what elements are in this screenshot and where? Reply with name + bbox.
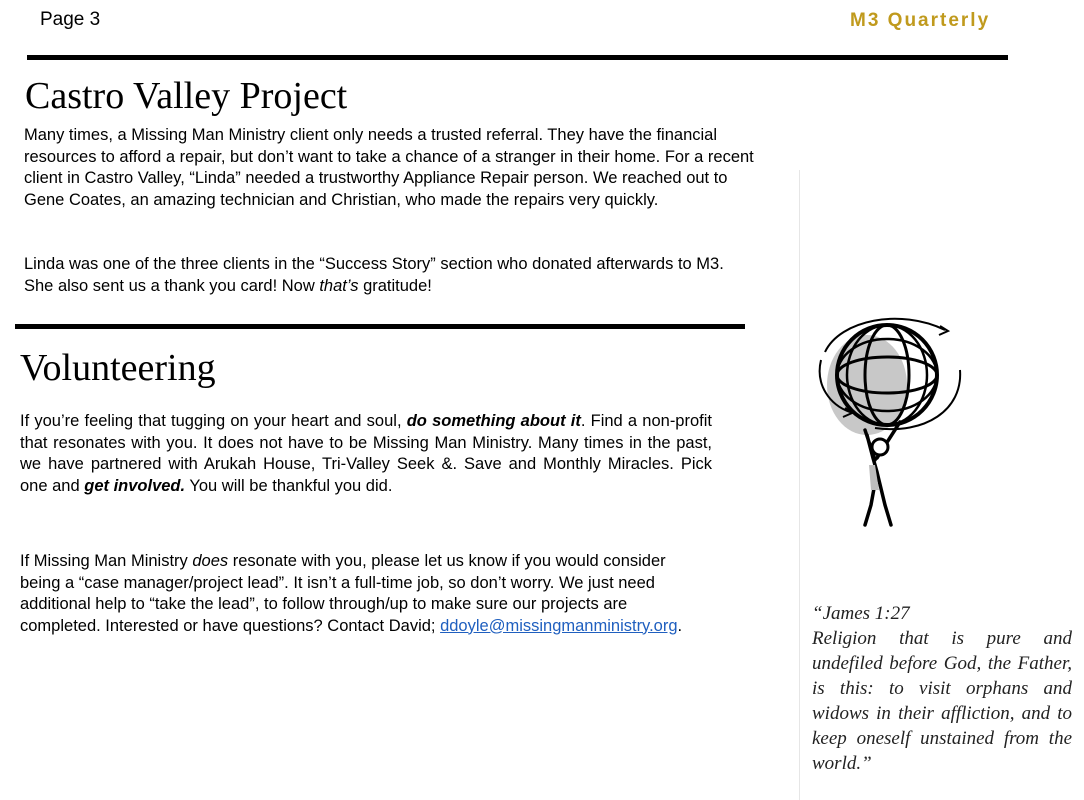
page-number: Page 3: [40, 9, 101, 30]
p3-emphasis-2: get involved.: [84, 476, 186, 495]
p4-text-b: resonate with you, please let us know if you would consider being a “case manager/project lead”. It isn’t a full-time job, so don’t worry. We just need additional help to “take the lead”, to follow through/up to make sure our projects are completed. Interested or have questions? Contact David;: [20, 552, 666, 635]
p2-text-a: Linda was one of the three clients in the “Success Story” section who donated afterwards to M3. She also sent us a thank you card! Now: [24, 255, 724, 295]
sidebar-divider: [799, 170, 800, 800]
newsletter-title: M3 Quarterly: [850, 10, 991, 31]
castro-valley-heading: Castro Valley Project: [25, 75, 348, 117]
contact-email-link[interactable]: ddoyle@missingmanministry.org: [440, 616, 678, 635]
top-rule: [27, 55, 1008, 60]
p3-text-a: If you’re feeling that tugging on your heart and soul,: [20, 412, 407, 430]
p4-text-c: .: [677, 616, 683, 635]
castro-paragraph-1: Many times, a Missing Man Ministry client only needs a trusted referral. They have the financial resources to afford a repair, but don’t want to take a chance of a stranger in their home. For a recent client in Castro Valley, “Linda” needed a trustworthy Appliance Repair person. We reached out to Gene Coates, an amazing technician and Christian, who made the repairs very quickly.: [24, 126, 754, 209]
volunteer-paragraph-2: [20, 551, 700, 637]
volunteer-paragraph-1: [20, 411, 712, 497]
castro-paragraph-2: [24, 254, 754, 297]
p4-emphasis: does: [192, 552, 229, 570]
volunteering-heading: Volunteering: [20, 347, 216, 389]
section-rule: [15, 324, 745, 329]
quote-text: Religion that is pure and undefiled before God, the Father, is this: to visit orphans and widows in their affliction, and to keep oneself unstained from the world.”: [812, 628, 1072, 774]
p3-emphasis-1: do something about it: [406, 412, 581, 430]
p3-text-b: . Find a non-profit that resonates with you. It does not have to be Missing Man Ministry. Many times in the past, we have partnered with Arukah House, Tri-Valley Seek &. Save and Monthly Miracles. Pick one and: [20, 412, 712, 495]
globe-carrier-icon: [805, 300, 965, 535]
p2-text-b: gratitude!: [358, 276, 432, 295]
quote-reference: “James 1:27: [812, 603, 910, 624]
p3-text-c: You will be thankful you did.: [185, 476, 393, 495]
scripture-quote: [812, 601, 1072, 776]
p2-emphasis: that’s: [319, 276, 359, 295]
p4-text-a: If Missing Man Ministry: [20, 552, 193, 570]
